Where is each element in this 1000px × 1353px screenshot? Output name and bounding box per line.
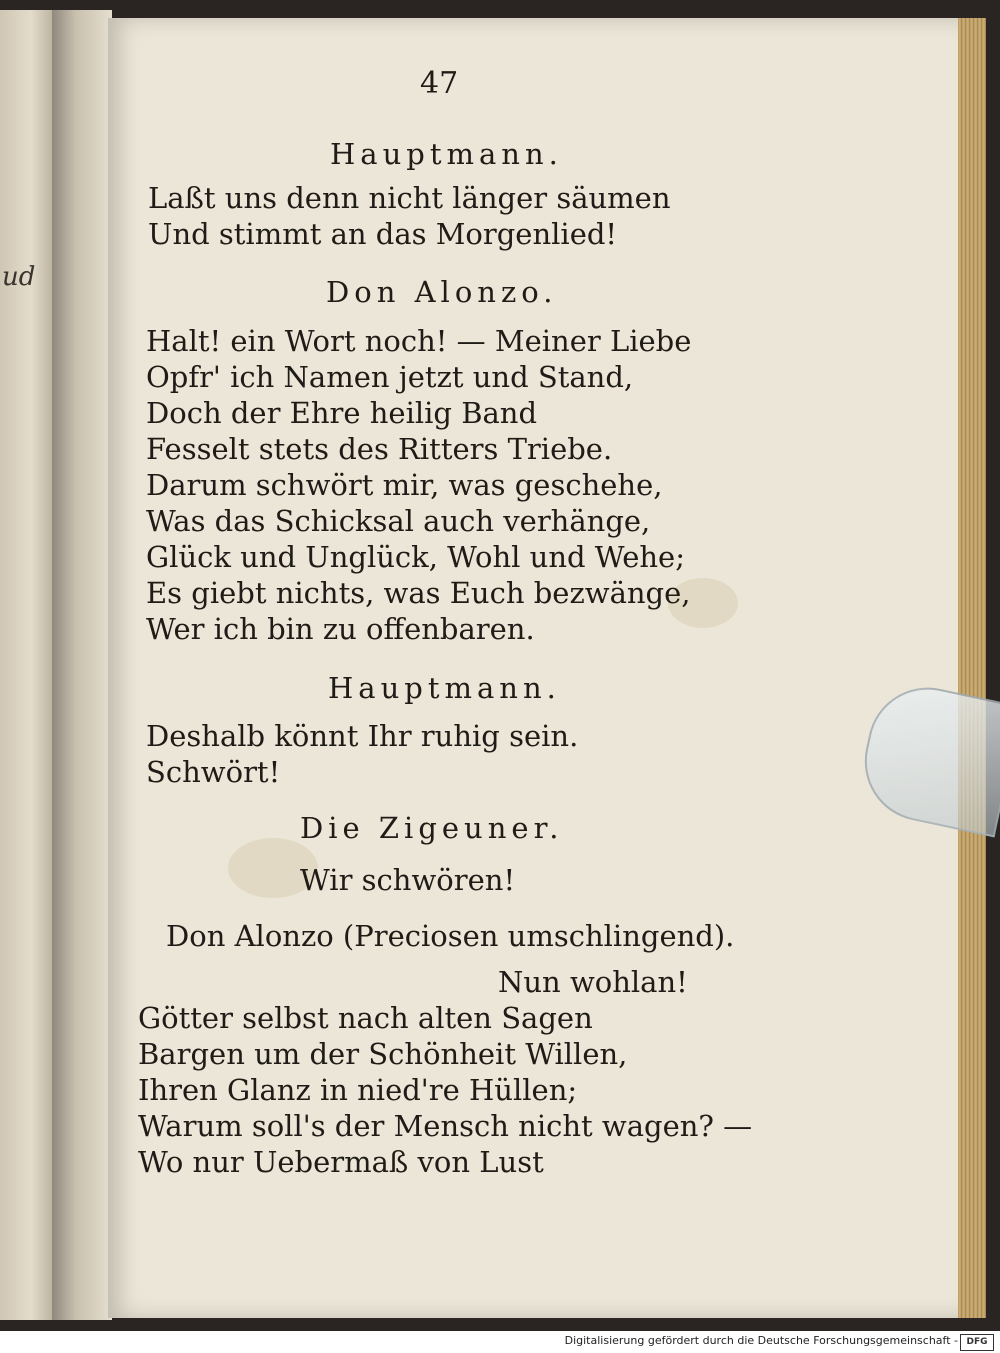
- digitization-footer: [0, 1331, 1000, 1353]
- verse-line: Deshalb könnt Ihr ruhig sein.: [146, 719, 579, 753]
- verse-line: Wo nur Uebermaß von Lust: [138, 1145, 544, 1179]
- funding-credit: Digitalisierung gefördert durch die Deutsche Forschungsgemeinschaft -: [564, 1334, 958, 1347]
- verse-line: Doch der Ehre heilig Band: [146, 396, 538, 430]
- verse-line: Wir schwören!: [300, 863, 516, 897]
- verse-line: Schwört!: [146, 755, 281, 789]
- page-number: 47: [420, 66, 459, 101]
- speaker-label: Hauptmann.: [330, 137, 563, 171]
- verse-line: Nun wohlan!: [498, 965, 688, 999]
- verse-line: Bargen um der Schönheit Willen,: [138, 1037, 628, 1071]
- verse-line: Laßt uns denn nicht länger säumen: [148, 181, 671, 215]
- speaker-label: Hauptmann.: [328, 671, 561, 705]
- dfg-logo: DFG: [960, 1334, 994, 1351]
- verse-line: Wer ich bin zu offenbaren.: [146, 612, 535, 646]
- verse-line: Was das Schicksal auch verhänge,: [146, 504, 651, 538]
- verse-line: Opfr' ich Namen jetzt und Stand,: [146, 360, 634, 394]
- verse-line: Fesselt stets des Ritters Triebe.: [146, 432, 613, 466]
- verse-line: Götter selbst nach alten Sagen: [138, 1001, 593, 1035]
- previous-page-text-fragment: ud: [2, 262, 36, 292]
- verse-line: Glück und Unglück, Wohl und Wehe;: [146, 540, 685, 574]
- speaker-label: Don Alonzo.: [326, 275, 558, 309]
- verse-line: Halt! ein Wort noch! — Meiner Liebe: [146, 324, 692, 358]
- verse-line: Warum soll's der Mensch nicht wagen? —: [138, 1109, 753, 1143]
- speaker-label-with-direction: Don Alonzo (Preciosen umschlingend).: [166, 919, 735, 953]
- verse-line: Und stimmt an das Morgenlied!: [148, 217, 618, 251]
- speaker-label: Die Zigeuner.: [300, 811, 564, 845]
- verse-line: Ihren Glanz in nied're Hüllen;: [138, 1073, 578, 1107]
- verse-line: Darum schwört mir, was geschehe,: [146, 468, 663, 502]
- verse-line: Es giebt nichts, was Euch bezwänge,: [146, 576, 691, 610]
